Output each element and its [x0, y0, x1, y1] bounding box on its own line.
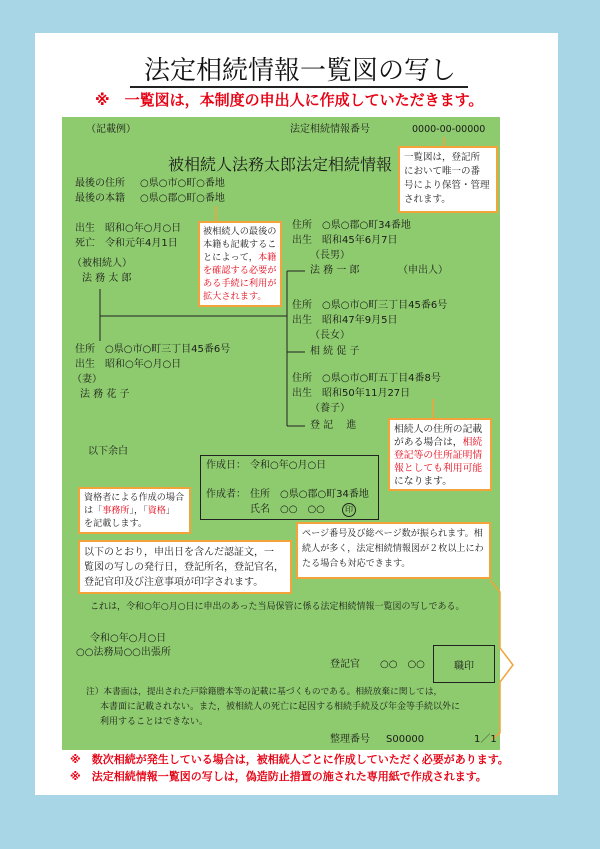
callout-text: とによって，	[203, 252, 258, 263]
heir-3-relation: （養子）	[310, 403, 350, 414]
callout-line: されます。	[404, 194, 451, 205]
callout-line	[394, 423, 486, 436]
registrar-name: ○○ ○○	[380, 659, 425, 670]
reference-number: S00000	[386, 734, 425, 745]
heir-2-address: 住所 ○県○市○町三丁目45番6号	[292, 300, 448, 311]
creator-label: 作成者：	[206, 489, 246, 500]
callout-text: 」	[165, 506, 175, 516]
note-line-2: 本書面に記載されない。また，被相続人の死亡に起因する相続手続及び年金等手続以外に	[100, 702, 461, 712]
heir-2-relation: （長女）	[310, 330, 350, 341]
callout-line: において唯一の番	[404, 166, 481, 177]
decedent-name: 法 務 太 郎	[82, 273, 132, 284]
callout-line	[84, 518, 185, 531]
spouse-birth: 出生 昭和○年○月○日	[75, 359, 182, 370]
footer-note-1: ※ 数次相続が発生している場合は，被相続人ごとに作成していただく必要があります。	[70, 753, 509, 766]
callout-line: 続人が多く，法定相続情報図が２枚以上にわ	[302, 544, 484, 554]
callout-line	[84, 492, 185, 505]
page-title: 法定相続情報一覧図の写し	[144, 56, 457, 86]
decedent-last-domicile: ○県○郡○町○番地	[140, 193, 225, 204]
callout-line: たる場合も対応できます。	[302, 559, 411, 569]
creator-seal: 印	[342, 503, 356, 517]
callout-line: 一覧図は，登記所	[404, 152, 481, 163]
callout-text: 」，「	[129, 506, 148, 516]
callout-text: がある場合は，	[394, 437, 463, 448]
callout-line	[203, 238, 277, 251]
callout-line: 以下のとおり，申出日を含んだ認証文，一	[84, 547, 274, 558]
callout-emphasis-text: 報としても利用可能	[394, 463, 483, 474]
callout-text: を記載します。	[84, 519, 147, 529]
callout-certification-info	[78, 540, 292, 594]
decedent-birth: 出生 昭和○年○月○日	[75, 223, 182, 234]
spouse-address: 住所 ○県○市○町三丁目45番6号	[75, 344, 231, 355]
example-label: （記載例）	[86, 124, 136, 135]
title-underline	[130, 86, 468, 88]
page-number: 1／1	[474, 734, 497, 745]
registrar-label: 登記官	[330, 659, 360, 670]
callout-page-number-info	[296, 522, 491, 579]
heir-3-birth: 出生 昭和50年11月27日	[292, 388, 411, 399]
heir-1-applicant-note: （申出人）	[398, 265, 448, 276]
issue-date: 令和○年○月○日	[90, 633, 167, 644]
callout-emphasis-text: 拡大されます。	[203, 291, 267, 302]
callout-emphasis-text: 登記等の住所証明情	[394, 450, 483, 461]
callout-line	[394, 436, 486, 449]
decedent-last-address-label: 最後の住所	[75, 178, 125, 189]
callout-line: 覧図の写しの発行日，登記所名，登記官名，	[84, 562, 284, 573]
instruction-note: ※ 一覧図は，本制度の申出人に作成していただきます。	[95, 91, 484, 109]
decedent-last-domicile-label: 最後の本籍	[75, 193, 125, 204]
callout-line	[203, 225, 277, 238]
info-number: 0000-00-00000	[412, 124, 486, 135]
heir-1-address: 住所 ○県○郡○町34番地	[292, 220, 411, 231]
heir-2-name: 相 続 促 子	[310, 346, 360, 357]
callout-text: になります。	[394, 476, 452, 487]
callout-text: 本籍も記載するこ	[203, 239, 277, 250]
certification-text: これは，令和○年○月○日に申出のあった当局保管に係る法定相続情報一覧図の写しである。	[90, 602, 465, 612]
creator-name: 氏名 ○○ ○○	[250, 504, 325, 515]
heir-2-birth: 出生 昭和47年9月5日	[292, 315, 398, 326]
decedent-last-address: ○県○市○町○番地	[140, 178, 225, 189]
heir-1-name: 法 務 一 郎	[310, 265, 360, 276]
callout-last-domicile	[198, 221, 282, 307]
callout-text: 資格者による作成の場合	[84, 493, 185, 503]
callout-registry-number	[398, 146, 498, 213]
callout-qualified-preparer	[78, 487, 191, 534]
heir-3-name: 登 記 進	[310, 420, 357, 431]
callout-line	[84, 505, 185, 518]
callout-emphasis-line	[203, 264, 277, 277]
callout-emphasis-text: を確認する必要が	[203, 265, 277, 276]
callout-emphasis-line	[394, 449, 486, 462]
spouse-relation: （妻）	[72, 374, 102, 385]
callout-emphasis-text: ある手続に利用が	[203, 278, 277, 289]
callout-emphasis-line	[203, 277, 277, 290]
note-line-1: 注）本書面は，提出された戸除籍謄本等の記載に基づくものである。相続放棄に関しては，	[86, 687, 443, 697]
callout-text: 相続人の住所の記載	[394, 424, 483, 435]
creation-date: 令和○年○月○日	[250, 460, 327, 471]
callout-emphasis-text: 相続	[462, 437, 483, 448]
callout-line: 登記官印及び注意事項が印字されます。	[84, 577, 264, 588]
callout-text: は「	[84, 506, 103, 516]
footer-note-2: ※ 法定相続情報一覧図の写しは，偽造防止措置の施された専用紙で作成されます。	[70, 770, 487, 783]
callout-emphasis-line	[203, 290, 277, 303]
remainder-blank-label: 以下余白	[88, 446, 128, 457]
spouse-name: 法 務 花 子	[80, 389, 130, 400]
heir-1-birth: 出生 昭和45年6月7日	[292, 235, 398, 246]
decedent-death: 死亡 令和元年4月1日	[75, 238, 178, 249]
callout-line	[394, 475, 486, 488]
callout-emphasis-line	[394, 462, 486, 475]
decedent-relation: （被相続人）	[72, 258, 132, 269]
reference-number-label: 整理番号	[330, 734, 370, 745]
callout-emphasis-text: 本籍	[257, 252, 277, 263]
callout-line	[203, 251, 277, 264]
callout-text: 被相続人の最後の	[203, 226, 277, 237]
callout-emphasis-text: 資格	[147, 506, 166, 516]
registry-office: ○○法務局○○出張所	[76, 647, 171, 658]
heir-3-address: 住所 ○県○市○町五丁目4番8号	[292, 373, 441, 384]
info-number-label: 法定相続情報番号	[290, 124, 370, 135]
note-line-3: 利用することはできない。	[100, 717, 209, 727]
official-seal-box: 職印	[433, 645, 495, 683]
callout-emphasis-text: 事務所	[102, 506, 130, 516]
creation-date-label: 作成日：	[206, 460, 246, 471]
heir-1-relation: （長男）	[310, 250, 350, 261]
creator-address: 住所 ○県○郡○町34番地	[250, 489, 369, 500]
callout-heir-address	[388, 418, 492, 491]
callout-line: ページ番号及び総ページ数が振られます。相	[302, 529, 483, 539]
sample-heading: 被相続人法務太郎法定相続情報	[168, 155, 393, 174]
callout-line: 号により保管・管理	[404, 180, 490, 191]
